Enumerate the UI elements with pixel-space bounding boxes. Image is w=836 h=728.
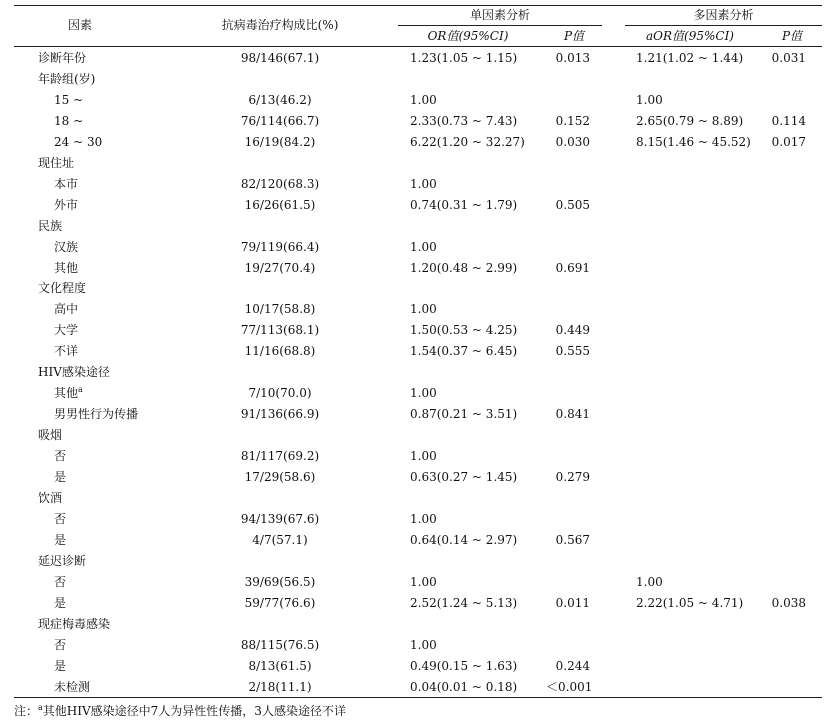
cell-aor: 1.00 <box>636 575 663 589</box>
cell-or: 0.87(0.21 ~ 3.51) <box>410 407 518 421</box>
cell-rate: 2/18(11.1) <box>248 680 312 694</box>
cell-factor <box>54 239 78 255</box>
cell-or: 1.50(0.53 ~ 4.25) <box>410 323 518 337</box>
footnote-sup: a <box>38 703 43 712</box>
cell-factor <box>38 364 110 380</box>
cell-factor <box>38 553 86 569</box>
cell-factor <box>54 260 78 276</box>
cell-factor <box>38 280 86 296</box>
cell-factor <box>54 574 66 590</box>
factor-label: 其他 <box>54 386 79 400</box>
header-factor: 因素 <box>67 18 92 32</box>
cell-factor <box>54 658 66 674</box>
cell-rate: 79/119(66.4) <box>240 240 320 254</box>
factor-label: 现症梅毒感染 <box>38 617 111 631</box>
cell-rate: 11/16(68.8) <box>244 344 316 358</box>
cell-factor <box>54 113 83 129</box>
factor-label: 18 ~ <box>54 114 84 128</box>
cell-factor <box>54 406 138 422</box>
factor-label: 本市 <box>54 177 79 191</box>
cell-p: 0.013 <box>555 51 590 65</box>
cell-p: 0.011 <box>555 596 590 610</box>
cell-factor <box>38 71 95 87</box>
cell-factor <box>54 301 78 317</box>
cell-factor <box>54 637 66 653</box>
cell-or: 1.54(0.37 ~ 6.45) <box>410 344 518 358</box>
top-rule <box>14 5 822 6</box>
factor-label: 24 ~ 30 <box>54 135 103 149</box>
cell-ap: 0.017 <box>771 135 806 149</box>
cell-p: 0.555 <box>555 344 590 358</box>
factor-label: 是 <box>54 596 67 610</box>
cell-factor <box>54 343 78 359</box>
cell-rate: 4/7(57.1) <box>252 533 308 547</box>
factor-superscript: a <box>78 385 83 394</box>
factor-label: 是 <box>54 533 67 547</box>
cell-rate: 77/113(68.1) <box>240 323 320 337</box>
cell-rate: 88/115(76.5) <box>240 638 320 652</box>
cell-rate: 19/27(70.4) <box>244 261 316 275</box>
cell-factor <box>54 134 102 150</box>
cell-p: 0.030 <box>555 135 590 149</box>
factor-label: 饮酒 <box>38 491 63 505</box>
cell-or: 1.00 <box>410 575 437 589</box>
cell-factor <box>38 616 110 632</box>
footnote-prefix: 注： <box>14 704 39 718</box>
cell-rate: 17/29(58.6) <box>244 470 316 484</box>
cell-rate: 81/117(69.2) <box>240 449 320 463</box>
factor-label: 15 ~ <box>54 93 84 107</box>
cell-p: ＜0.001 <box>546 680 593 694</box>
factor-label: 大学 <box>54 323 79 337</box>
factor-label: 其他 <box>54 261 79 275</box>
cell-rate: 6/13(46.2) <box>248 93 312 107</box>
bottom-rule <box>14 697 822 698</box>
cell-factor <box>54 511 66 527</box>
cell-factor <box>54 385 83 401</box>
header-univariate-group: 单因素分析 <box>469 8 530 22</box>
cell-ap: 0.038 <box>771 596 806 610</box>
factor-label: 外市 <box>54 198 79 212</box>
cell-p: 0.152 <box>555 114 590 128</box>
cell-factor <box>54 92 83 108</box>
cell-factor <box>38 490 62 506</box>
cell-or: 1.00 <box>410 638 437 652</box>
factor-label: 延迟诊断 <box>38 554 87 568</box>
cell-factor <box>38 155 74 171</box>
cell-rate: 59/77(76.6) <box>244 596 316 610</box>
factor-label: 高中 <box>54 302 79 316</box>
factor-label: 年龄组(岁) <box>38 72 96 86</box>
factor-label: 不详 <box>54 344 79 358</box>
cell-p: 0.449 <box>555 323 590 337</box>
cell-factor <box>38 427 62 443</box>
cell-or: 0.49(0.15 ~ 1.63) <box>410 659 518 673</box>
header-or: OR值(95%CI) <box>427 29 509 43</box>
cell-aor: 1.00 <box>636 93 663 107</box>
cell-factor <box>38 50 86 66</box>
cell-rate: 39/69(56.5) <box>244 575 316 589</box>
cell-factor <box>54 532 66 548</box>
cell-rate: 76/114(66.7) <box>240 114 320 128</box>
cell-or: 2.52(1.24 ~ 5.13) <box>410 596 518 610</box>
cell-rate: 91/136(66.9) <box>240 407 320 421</box>
factor-label: 否 <box>54 575 67 589</box>
factor-label: 吸烟 <box>38 428 63 442</box>
cell-or: 1.20(0.48 ~ 2.99) <box>410 261 518 275</box>
cell-or: 1.00 <box>410 302 437 316</box>
cell-p: 0.691 <box>555 261 590 275</box>
cell-aor: 8.15(1.46 ~ 45.52) <box>636 135 751 149</box>
cell-rate: 8/13(61.5) <box>248 659 312 673</box>
cell-or: 1.00 <box>410 449 437 463</box>
cell-or: 6.22(1.20 ~ 32.27) <box>410 135 525 149</box>
cell-or: 1.00 <box>410 240 437 254</box>
factor-label: 现住址 <box>38 156 75 170</box>
header-multivariate-group: 多因素分析 <box>693 8 754 22</box>
cell-factor <box>54 469 66 485</box>
cell-or: 0.64(0.14 ~ 2.97) <box>410 533 518 547</box>
header-ap: P值 <box>781 29 803 43</box>
cell-factor <box>54 595 66 611</box>
cell-aor: 1.21(1.02 ~ 1.44) <box>636 51 744 65</box>
factor-label: 民族 <box>38 219 63 233</box>
factor-label: 是 <box>54 470 67 484</box>
cell-factor <box>38 218 62 234</box>
cell-p: 0.244 <box>555 659 590 673</box>
header-aor: aOR值(95%CI) <box>646 29 734 43</box>
cell-ap: 0.114 <box>771 114 806 128</box>
factor-label: 文化程度 <box>38 281 87 295</box>
header-rate: 抗病毒治疗构成比(%) <box>221 18 339 32</box>
header-bottom-rule <box>14 46 822 47</box>
cell-or: 1.23(1.05 ~ 1.15) <box>410 51 518 65</box>
cell-or: 2.33(0.73 ~ 7.43) <box>410 114 518 128</box>
factor-label: 否 <box>54 512 67 526</box>
footnote <box>14 702 346 719</box>
cell-rate: 82/120(68.3) <box>240 177 320 191</box>
cell-or: 1.00 <box>410 512 437 526</box>
cell-factor <box>54 197 78 213</box>
cell-factor <box>54 322 78 338</box>
cell-or: 1.00 <box>410 93 437 107</box>
cell-or: 1.00 <box>410 177 437 191</box>
cell-rate: 16/19(84.2) <box>244 135 316 149</box>
uni-group-rule <box>398 25 602 26</box>
footnote-text: 其他HIV感染途径中7人为异性性传播，3人感染途径不详 <box>42 704 346 718</box>
factor-label: 否 <box>54 638 67 652</box>
cell-p: 0.279 <box>555 470 590 484</box>
cell-or: 0.74(0.31 ~ 1.79) <box>410 198 518 212</box>
factor-label: 否 <box>54 449 67 463</box>
cell-aor: 2.22(1.05 ~ 4.71) <box>636 596 744 610</box>
cell-rate: 94/139(67.6) <box>240 512 320 526</box>
cell-p: 0.567 <box>555 533 590 547</box>
cell-p: 0.841 <box>555 407 590 421</box>
cell-ap: 0.031 <box>771 51 806 65</box>
cell-or: 0.63(0.27 ~ 1.45) <box>410 470 518 484</box>
cell-rate: 98/146(67.1) <box>240 51 320 65</box>
factor-label: 男男性行为传播 <box>54 407 139 421</box>
cell-rate: 7/10(70.0) <box>248 386 312 400</box>
factor-label: HIV感染途径 <box>38 365 110 379</box>
cell-factor <box>54 448 66 464</box>
cell-p: 0.505 <box>555 198 590 212</box>
factor-label: 汉族 <box>54 240 79 254</box>
cell-rate: 10/17(58.8) <box>244 302 316 316</box>
factor-label: 未检测 <box>54 680 91 694</box>
multi-group-rule <box>625 25 822 26</box>
cell-factor <box>54 679 90 695</box>
cell-rate: 16/26(61.5) <box>244 198 316 212</box>
cell-or: 0.04(0.01 ~ 0.18) <box>410 680 518 694</box>
factor-label: 是 <box>54 659 67 673</box>
cell-or: 1.00 <box>410 386 437 400</box>
cell-factor <box>54 176 78 192</box>
cell-aor: 2.65(0.79 ~ 8.89) <box>636 114 744 128</box>
factor-label: 诊断年份 <box>38 51 87 65</box>
header-p: P值 <box>563 29 585 43</box>
